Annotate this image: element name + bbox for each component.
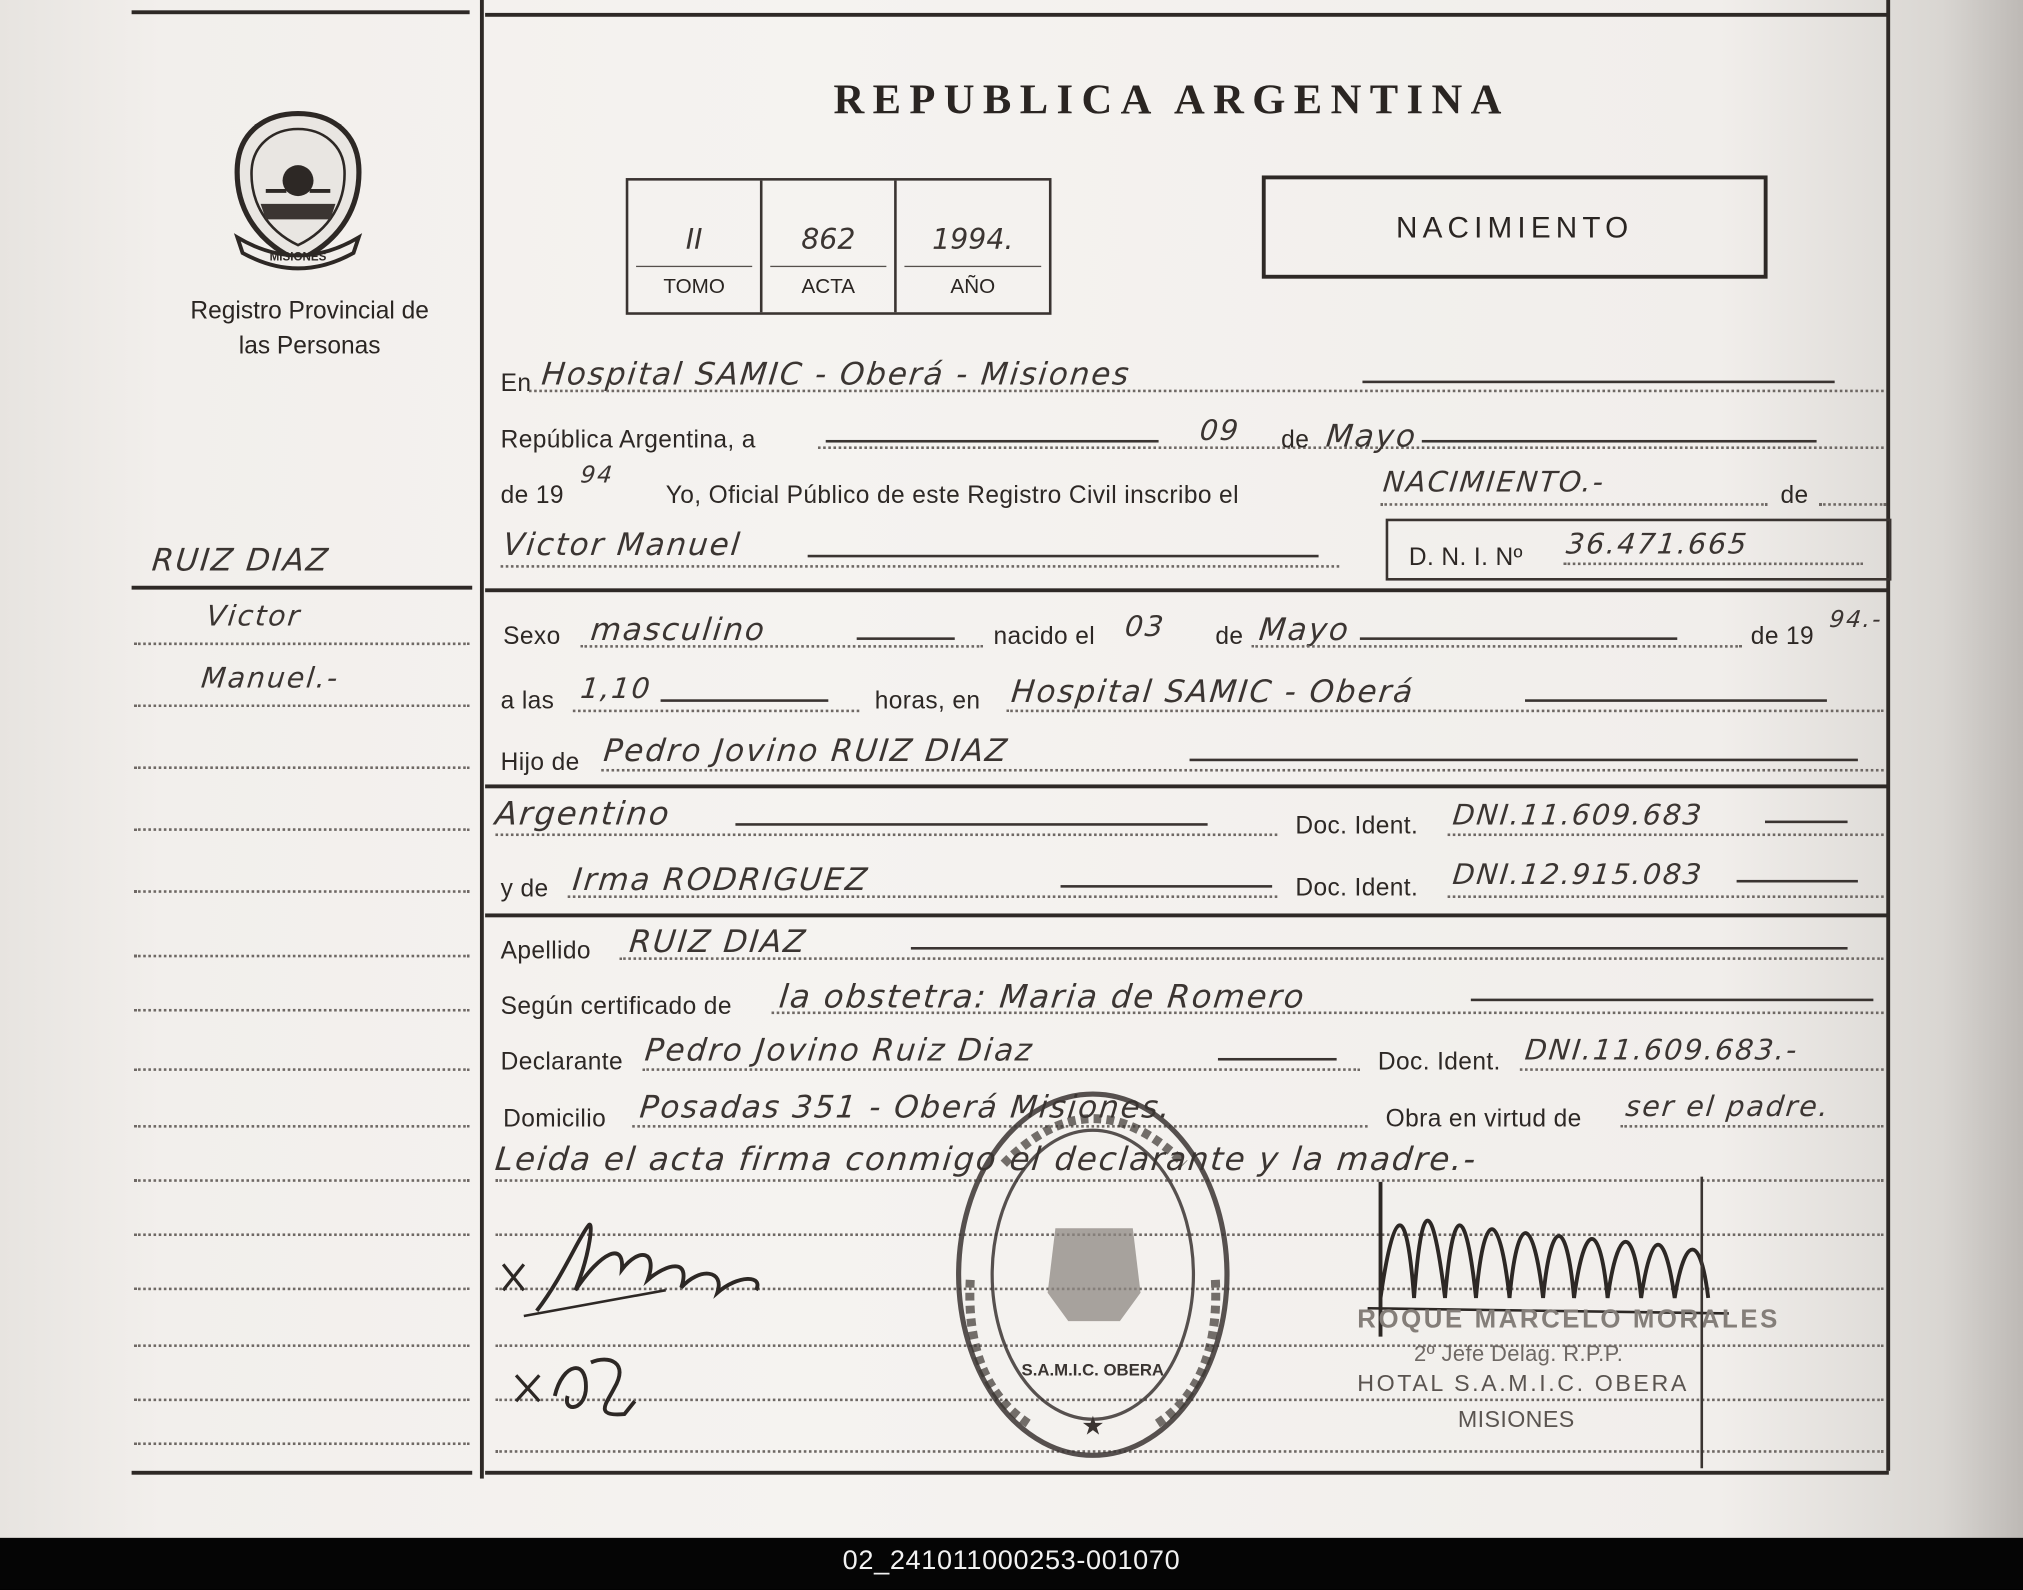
year-digits: 94 (579, 461, 616, 489)
margin-line (134, 704, 469, 707)
birth-month-value: Mayo (1257, 611, 1352, 648)
label-segun: Según certificado de (500, 993, 732, 1021)
anio-value: 1994. (932, 224, 1014, 257)
label-en: En (500, 370, 532, 398)
image-identifier: 02_241011000253-001070 (842, 1545, 1181, 1576)
bottom-rule (485, 1471, 1889, 1475)
certificado-value: la obstetra: Maria de Romero (777, 977, 1308, 1016)
ledger-box (626, 178, 1052, 315)
label-a-las: a las (500, 687, 555, 715)
label-apellido: Apellido (500, 937, 591, 966)
label-republica: República Argentina, a (500, 427, 756, 455)
margin-line (134, 1233, 469, 1236)
fill-dash (1422, 440, 1817, 443)
line-hour (573, 710, 859, 713)
margin-line (134, 1179, 469, 1182)
leida-text: Leida el acta firma conmigo el declarante y la madre.- (493, 1140, 1480, 1178)
line-birthplace (1006, 710, 1883, 713)
label-doc-1: Doc. Ident. (1295, 812, 1419, 840)
label-declarante: Declarante (500, 1048, 624, 1077)
obra-value: ser el padre. (1623, 1091, 1832, 1124)
margin-line (134, 1399, 469, 1402)
declarante-value: Pedro Jovino Ruiz Diaz (643, 1032, 1036, 1069)
officer-office: HOTAL S.A.M.I.C. OBERA (1357, 1370, 1689, 1396)
line-doc-1 (1448, 833, 1884, 836)
act-type: NACIMIENTO (1395, 210, 1634, 244)
act-type-box (1262, 175, 1768, 278)
margin-line (134, 1009, 469, 1012)
day-value: 09 (1198, 415, 1242, 448)
line-apellido (619, 957, 1883, 960)
label-de: de (1281, 427, 1310, 455)
label-sexo: Sexo (503, 623, 561, 651)
month-value: Mayo (1324, 418, 1419, 455)
fill-dash (911, 947, 1848, 950)
margin-line (134, 643, 469, 646)
fill-dash (1471, 999, 1874, 1002)
margin-line (134, 1442, 469, 1445)
registry-name: Registro Provincial de las Personas (190, 298, 429, 360)
margin-line (134, 766, 469, 769)
acta-cell (763, 181, 897, 313)
declarant-signature-icon (498, 1213, 782, 1329)
line-nationality (495, 833, 1277, 836)
father-value: Pedro Jovino RUIZ DIAZ (601, 732, 1011, 769)
label-doc-2: Doc. Ident. (1295, 874, 1419, 902)
line-doc-2 (1448, 895, 1884, 898)
birth-year-value: 94.- (1828, 606, 1884, 634)
line-dni (1564, 563, 1863, 566)
place-value: Hospital SAMIC - Oberá - Misiones (539, 356, 1133, 393)
line-declarante (643, 1068, 1360, 1071)
label-horas: horas, en (874, 687, 981, 715)
section-rule (485, 913, 1889, 917)
officer-name: ROQUE MARCELO MORALES (1357, 1305, 1780, 1335)
fill-dash (1061, 885, 1273, 888)
margin-second-name: Manuel.- (199, 663, 341, 696)
margin-rule (132, 586, 473, 590)
margin-first-name: Victor (204, 601, 303, 634)
sexo-value: masculino (589, 611, 768, 648)
fill-dash (1218, 1058, 1337, 1061)
fill-dash (857, 637, 955, 640)
right-border (1886, 0, 1890, 1471)
margin-bottom-rule (132, 1471, 473, 1475)
margin-line (134, 1125, 469, 1128)
child-name-value: Victor Manuel (501, 526, 744, 563)
top-rule-right (485, 13, 1889, 17)
margin-line (134, 890, 469, 893)
label-de-2: de (1780, 482, 1809, 510)
inscribe-value: NACIMIENTO.- (1381, 467, 1607, 500)
label-de-19: de 19 (500, 482, 564, 510)
birth-place-value: Hospital SAMIC - Oberá (1009, 673, 1417, 710)
line-sexo (581, 645, 984, 648)
officer-position: 2º Jefe Delag. R.P.P. (1414, 1341, 1624, 1367)
fill-dash (1190, 759, 1858, 762)
apellido-value: RUIZ DIAZ (627, 923, 809, 960)
officer-province: MISIONES (1457, 1406, 1575, 1433)
line-father (601, 769, 1883, 772)
section-rule (485, 784, 1889, 788)
margin-line (134, 1344, 469, 1347)
anio-cell (897, 181, 1049, 313)
country-title: REPUBLICA ARGENTINA (833, 77, 1510, 124)
line-certificado (772, 1012, 1884, 1015)
svg-text:★: ★ (1081, 1412, 1105, 1441)
label-de-19b: de 19 (1750, 623, 1815, 651)
fill-dash (1737, 880, 1858, 883)
fill-dash (735, 823, 1207, 826)
anio-label: AÑO (950, 276, 996, 299)
dni-value: 36.471.665 (1564, 528, 1750, 562)
line-name (501, 565, 1340, 568)
label-doc-3: Doc. Ident. (1377, 1048, 1501, 1077)
fill-dash (1765, 821, 1848, 824)
margin-surname: RUIZ DIAZ (150, 541, 332, 579)
label-dni: D. N. I. Nº (1408, 544, 1523, 572)
label-hijo: Hijo de (500, 749, 580, 777)
fill-dash (1362, 381, 1834, 384)
top-rule-left (132, 10, 470, 14)
signature-stroke (1700, 1177, 1703, 1469)
label-nacido: nacido el (993, 623, 1096, 651)
label-yo: Yo, Oficial Público de este Registro Civil inscribo el (665, 482, 1239, 510)
line-mother (568, 895, 1278, 898)
line-obra (1620, 1125, 1883, 1128)
tomo-label: TOMO (663, 276, 725, 299)
line-doc-3 (1520, 1068, 1884, 1071)
fill-dash (1525, 699, 1827, 702)
label-de-3: de (1215, 623, 1244, 651)
column-divider (480, 0, 484, 1479)
registry-stamp-icon (952, 1086, 1233, 1463)
birth-hour-value: 1,10 (578, 673, 654, 706)
acta-value: 862 (801, 224, 856, 257)
line-short (1819, 503, 1886, 506)
fill-dash (808, 555, 1319, 558)
tomo-cell (628, 181, 762, 313)
declarante-doc-value: DNI.11.609.683.- (1523, 1034, 1800, 1067)
line-place (529, 390, 1884, 393)
mother-value: Irma RODRIGUEZ (570, 861, 871, 898)
section-rule (485, 588, 1889, 592)
margin-line (134, 828, 469, 831)
mother-signature-icon (511, 1344, 653, 1429)
birth-day-value: 03 (1123, 611, 1167, 644)
line-inscribe (1381, 503, 1768, 506)
margin-line (134, 1068, 469, 1071)
label-obra: Obra en virtud de (1385, 1105, 1582, 1133)
svg-text:MISIONES: MISIONES (269, 250, 327, 264)
mother-doc-value: DNI.12.915.083 (1451, 859, 1705, 892)
fill-dash (1360, 637, 1677, 640)
margin-line (134, 955, 469, 958)
label-y-de: y de (500, 876, 549, 904)
domicilio-value: Posadas 351 - Oberá Misiones. (638, 1088, 1174, 1126)
father-nationality: Argentino (493, 794, 673, 833)
misiones-seal-icon (227, 108, 369, 271)
acta-label: ACTA (801, 276, 856, 299)
line-month (1251, 645, 1741, 648)
fill-dash (826, 440, 1159, 443)
svg-text:S.A.M.I.C. OBERA: S.A.M.I.C. OBERA (1021, 1360, 1165, 1380)
father-doc-value: DNI.11.609.683 (1451, 799, 1705, 833)
label-domicilio: Domicilio (503, 1105, 607, 1133)
fill-dash (661, 699, 829, 702)
tomo-value: II (685, 224, 703, 257)
margin-line (134, 1288, 469, 1291)
